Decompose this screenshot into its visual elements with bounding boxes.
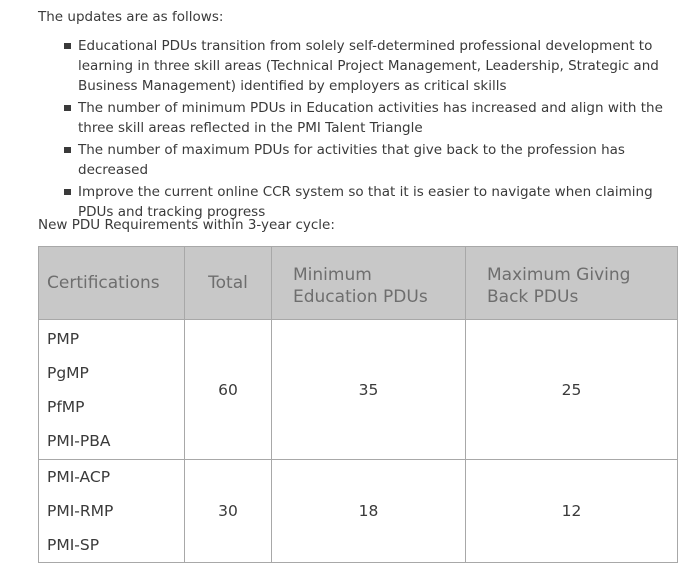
certification-name: PfMP: [47, 398, 85, 416]
square-bullet-icon: [64, 147, 71, 153]
total-cell: 60: [185, 320, 272, 460]
min-education-cell: 35: [272, 320, 466, 460]
header-max-giving-back: Maximum Giving Back PDUs: [466, 247, 678, 320]
max-giving-back-cell: 25: [466, 320, 678, 460]
certification-name: PMI-SP: [47, 536, 100, 554]
square-bullet-icon: [64, 189, 71, 195]
list-item: [62, 36, 682, 96]
update-text: Improve the current online CCR system so that it is easier to navigate when claiming PDUs and tracking progress: [78, 184, 653, 220]
update-text: The number of maximum PDUs for activities that give back to the profession has decreased: [78, 142, 625, 178]
updates-list: [62, 36, 682, 224]
square-bullet-icon: [64, 105, 71, 111]
header-total: Total: [185, 247, 272, 320]
pdu-requirements-table: [38, 246, 678, 563]
certification-name: PgMP: [47, 364, 89, 382]
max-giving-back-cell: 12: [466, 460, 678, 563]
list-item: [62, 140, 682, 180]
total-cell: 30: [185, 460, 272, 563]
square-bullet-icon: [64, 43, 71, 49]
certification-name: PMI-ACP: [47, 468, 111, 486]
requirements-title: New PDU Requirements within 3-year cycle:: [38, 217, 335, 233]
update-text: Educational PDUs transition from solely self-determined professional development to learning in three skill areas (Technical Project Management, Leadership, Strategic and Business Management) identified by employers as critical skills: [78, 38, 659, 94]
intro-text: The updates are as follows:: [38, 9, 224, 25]
table-row: [39, 460, 678, 563]
certifications-cell: [39, 460, 185, 563]
header-min-education: Minimum Education PDUs: [272, 247, 466, 320]
list-item: [62, 98, 682, 138]
update-text: The number of minimum PDUs in Education activities has increased and align with the three skill areas reflected in the PMI Talent Triangle: [78, 100, 663, 136]
certifications-cell: [39, 320, 185, 460]
table-row: [39, 320, 678, 460]
table-header-row: [39, 247, 678, 320]
certification-name: PMP: [47, 330, 80, 348]
min-education-cell: 18: [272, 460, 466, 563]
certification-name: PMI-RMP: [47, 502, 114, 520]
header-certifications: Certifications: [39, 247, 185, 320]
certification-name: PMI-PBA: [47, 432, 111, 450]
